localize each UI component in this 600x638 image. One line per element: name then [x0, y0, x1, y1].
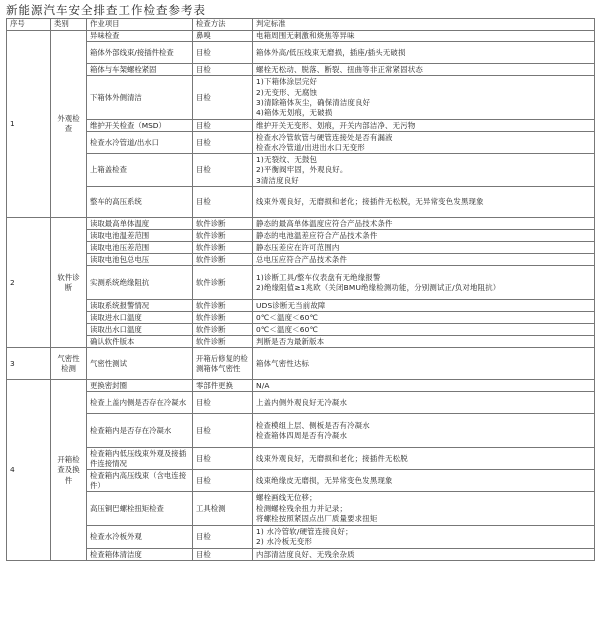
group-category: 开箱检查及换件 — [51, 380, 87, 561]
criteria-cell — [253, 448, 595, 470]
criteria-line: 4)箱体无划痕，无破损 — [256, 108, 333, 118]
header-project: 作业项目 — [87, 19, 193, 31]
table-row — [7, 64, 595, 76]
method-cell: 目检 — [193, 549, 253, 561]
method-cell: 目检 — [193, 414, 253, 448]
criteria-line: N/A — [256, 380, 270, 390]
project-cell: 异味检查 — [87, 31, 193, 42]
header-no: 序号 — [7, 19, 51, 31]
criteria-cell — [253, 380, 595, 392]
criteria-cell — [253, 120, 595, 132]
method-cell: 软件诊断 — [193, 242, 253, 254]
table-row — [7, 76, 595, 120]
table-row — [7, 230, 595, 242]
project-cell: 读取电池温差范围 — [87, 230, 193, 242]
criteria-cell — [253, 348, 595, 380]
method-cell: 软件诊断 — [193, 218, 253, 230]
criteria-line: 3清洁度良好 — [256, 175, 299, 185]
project-cell: 更换密封圈 — [87, 380, 193, 392]
criteria-line: 检查水冷管软管与硬管连接处是否有漏液 — [256, 132, 393, 142]
method-cell: 目检 — [193, 154, 253, 187]
method-cell: 目检 — [193, 132, 253, 154]
group-number: 2 — [7, 218, 51, 348]
table-header-row — [7, 19, 595, 31]
criteria-line: 1)诊断工具/整车仪表盘有无绝缘报警 — [256, 272, 381, 282]
criteria-line: 检查箱体四周是否有冷凝水 — [256, 430, 348, 440]
project-cell: 气密性测试 — [87, 348, 193, 380]
group-category: 气密性检测 — [51, 348, 87, 380]
table-row — [7, 132, 595, 154]
header-category: 类别 — [51, 19, 87, 31]
table-row — [7, 242, 595, 254]
table-row — [7, 549, 595, 561]
criteria-cell — [253, 230, 595, 242]
project-cell: 上箱盖检查 — [87, 154, 193, 187]
criteria-cell — [253, 218, 595, 230]
criteria-line: 2) 水冷板无变形 — [256, 537, 313, 547]
method-cell: 目检 — [193, 42, 253, 64]
group-category: 软件诊断 — [51, 218, 87, 348]
header-method: 检查方法 — [193, 19, 253, 31]
table-row — [7, 470, 595, 492]
method-cell: 软件诊断 — [193, 312, 253, 324]
criteria-line: 2)平衡阀牢固，外观良好。 — [256, 165, 348, 175]
table-row — [7, 120, 595, 132]
table-row — [7, 492, 595, 526]
method-cell: 鼻嗅 — [193, 31, 253, 42]
criteria-line: 线束绝缘皮无磨损，无异常变色发黑现象 — [256, 475, 393, 485]
criteria-cell — [253, 336, 595, 348]
table-row — [7, 42, 595, 64]
criteria-line: 上盖内侧外观良好无冷凝水 — [256, 397, 348, 407]
criteria-line: 线束外观良好，无磨损和老化；接插件无松脱，无异常变色发黑现象 — [256, 197, 484, 207]
project-cell: 检查箱体清洁度 — [87, 549, 193, 561]
criteria-line: 电箱周围无刺激和烧焦等异味 — [256, 31, 355, 40]
criteria-cell — [253, 470, 595, 492]
project-cell: 读取进水口温度 — [87, 312, 193, 324]
project-cell: 检查上盖内侧是否存在冷凝水 — [87, 392, 193, 414]
project-cell: 读取出水口温度 — [87, 324, 193, 336]
criteria-cell — [253, 414, 595, 448]
method-cell: 目检 — [193, 470, 253, 492]
criteria-line: 1) 水冷管软/硬管连接良好； — [256, 527, 353, 536]
criteria-line: 螺栓画线无位移； — [256, 493, 317, 503]
criteria-line: 静态压差应在许可范围内 — [256, 242, 340, 252]
method-cell: 目检 — [193, 187, 253, 218]
project-cell: 检查水冷板外观 — [87, 526, 193, 549]
method-cell: 软件诊断 — [193, 266, 253, 300]
project-cell: 读取最高单体温度 — [87, 218, 193, 230]
criteria-line: UDS诊断无当前故障 — [256, 300, 326, 310]
criteria-cell — [253, 64, 595, 76]
criteria-line: 将螺栓按照紧固点出厂质量要求扭矩 — [256, 514, 378, 524]
criteria-line: 螺栓无松动、脱落、断裂、扭曲等非正常紧固状态 — [256, 64, 423, 74]
criteria-cell — [253, 154, 595, 187]
project-cell: 检查箱内是否存在冷凝水 — [87, 414, 193, 448]
criteria-line: 判断是否为最新版本 — [256, 336, 325, 346]
group-number: 4 — [7, 380, 51, 561]
method-cell: 软件诊断 — [193, 254, 253, 266]
project-cell: 检查水冷管道/出水口 — [87, 132, 193, 154]
project-cell: 确认软件版本 — [87, 336, 193, 348]
project-cell: 检查箱内低压线束外观及接插件连接情况 — [87, 448, 193, 470]
criteria-line: 总电压应符合产品技术条件 — [256, 254, 348, 264]
criteria-cell — [253, 392, 595, 414]
criteria-line: 3)清除箱体灰尘，确保清洁度良好 — [256, 97, 371, 107]
table-row — [7, 414, 595, 448]
group-category: 外观检查 — [51, 31, 87, 218]
method-cell: 目检 — [193, 526, 253, 549]
criteria-line: 检查水冷管道/出进出水口无变形 — [256, 142, 365, 152]
table-row — [7, 254, 595, 266]
method-cell: 软件诊断 — [193, 230, 253, 242]
method-cell: 软件诊断 — [193, 336, 253, 348]
table-row — [7, 324, 595, 336]
method-cell: 开箱后修复的检测箱体气密性 — [193, 348, 253, 380]
method-cell: 软件诊断 — [193, 324, 253, 336]
group-number: 3 — [7, 348, 51, 380]
criteria-line: 静态的最高单体温度应符合产品技术条件 — [256, 218, 393, 228]
method-cell: 目检 — [193, 448, 253, 470]
criteria-line: 检测螺栓残余扭力并记录； — [256, 503, 348, 513]
method-cell: 零部件更换 — [193, 380, 253, 392]
criteria-cell — [253, 242, 595, 254]
inspection-table — [6, 18, 595, 561]
criteria-line: 箱体外高/低压线束无磨损，插座/插头无破损 — [256, 47, 406, 57]
criteria-cell — [253, 312, 595, 324]
table-row — [7, 154, 595, 187]
project-cell: 整车的高压系统 — [87, 187, 193, 218]
project-cell: 高压铜巴螺栓扭矩检查 — [87, 492, 193, 526]
method-cell: 工具检测 — [193, 492, 253, 526]
method-cell: 目检 — [193, 120, 253, 132]
project-cell: 下箱体外侧清洁 — [87, 76, 193, 120]
table-row — [7, 380, 595, 392]
table-body — [7, 31, 595, 561]
table-row — [7, 187, 595, 218]
criteria-line: 0℃＜温度＜60℃ — [256, 324, 319, 334]
criteria-cell — [253, 266, 595, 300]
project-cell: 读取系统报警情况 — [87, 300, 193, 312]
table-row — [7, 392, 595, 414]
criteria-cell — [253, 132, 595, 154]
project-cell: 读取电池压差范围 — [87, 242, 193, 254]
criteria-cell — [253, 42, 595, 64]
project-cell: 箱体与车架螺栓紧固 — [87, 64, 193, 76]
method-cell: 软件诊断 — [193, 300, 253, 312]
criteria-line: 线束外观良好，无磨损和老化；接插件无松脱 — [256, 453, 408, 463]
criteria-line: 2)绝缘阻值≥1兆欧（关闭BMU绝缘检测功能，分别测试正/负对地阻抗） — [256, 282, 501, 292]
table-row — [7, 312, 595, 324]
table-row — [7, 300, 595, 312]
criteria-line: 1)无裂纹、无鼓包 — [256, 154, 318, 164]
method-cell: 目检 — [193, 64, 253, 76]
table-row — [7, 31, 595, 42]
criteria-line: 箱体气密性达标 — [256, 358, 310, 368]
project-cell: 箱体外部线束/接插件检查 — [87, 42, 193, 64]
criteria-cell — [253, 526, 595, 549]
criteria-line: 2)无变形、无腐蚀 — [256, 87, 318, 97]
table-row — [7, 266, 595, 300]
project-cell: 读取电池包总电压 — [87, 254, 193, 266]
table-row — [7, 348, 595, 380]
criteria-cell — [253, 187, 595, 218]
project-cell: 实测系统绝缘阻抗 — [87, 266, 193, 300]
criteria-cell — [253, 76, 595, 120]
criteria-cell — [253, 300, 595, 312]
project-cell: 维护开关检查（MSD） — [87, 120, 193, 132]
criteria-line: 0℃＜温度＜60℃ — [256, 312, 319, 322]
project-cell: 检查箱内高压线束（含电连接件） — [87, 470, 193, 492]
criteria-line: 静态的电池温差应符合产品技术条件 — [256, 230, 378, 240]
criteria-cell — [253, 31, 595, 42]
group-number: 1 — [7, 31, 51, 218]
criteria-cell — [253, 492, 595, 526]
table-row — [7, 526, 595, 549]
criteria-line: 检查模组上层、侧板是否有冷凝水 — [256, 420, 370, 430]
header-criteria: 判定标准 — [253, 19, 595, 31]
table-row — [7, 448, 595, 470]
criteria-line: 1)下箱体涂层完好 — [256, 77, 318, 87]
method-cell: 目检 — [193, 76, 253, 120]
criteria-cell — [253, 254, 595, 266]
criteria-cell — [253, 324, 595, 336]
method-cell: 目检 — [193, 392, 253, 414]
table-row — [7, 218, 595, 230]
page-title: 新能源汽车安全排查工作检查参考表 — [6, 3, 206, 17]
criteria-line: 维护开关无变形、划痕，开关内部洁净、无污物 — [256, 120, 416, 130]
criteria-line: 内部清洁度良好、无残余杂质 — [256, 549, 355, 559]
criteria-cell — [253, 549, 595, 561]
table-row — [7, 336, 595, 348]
